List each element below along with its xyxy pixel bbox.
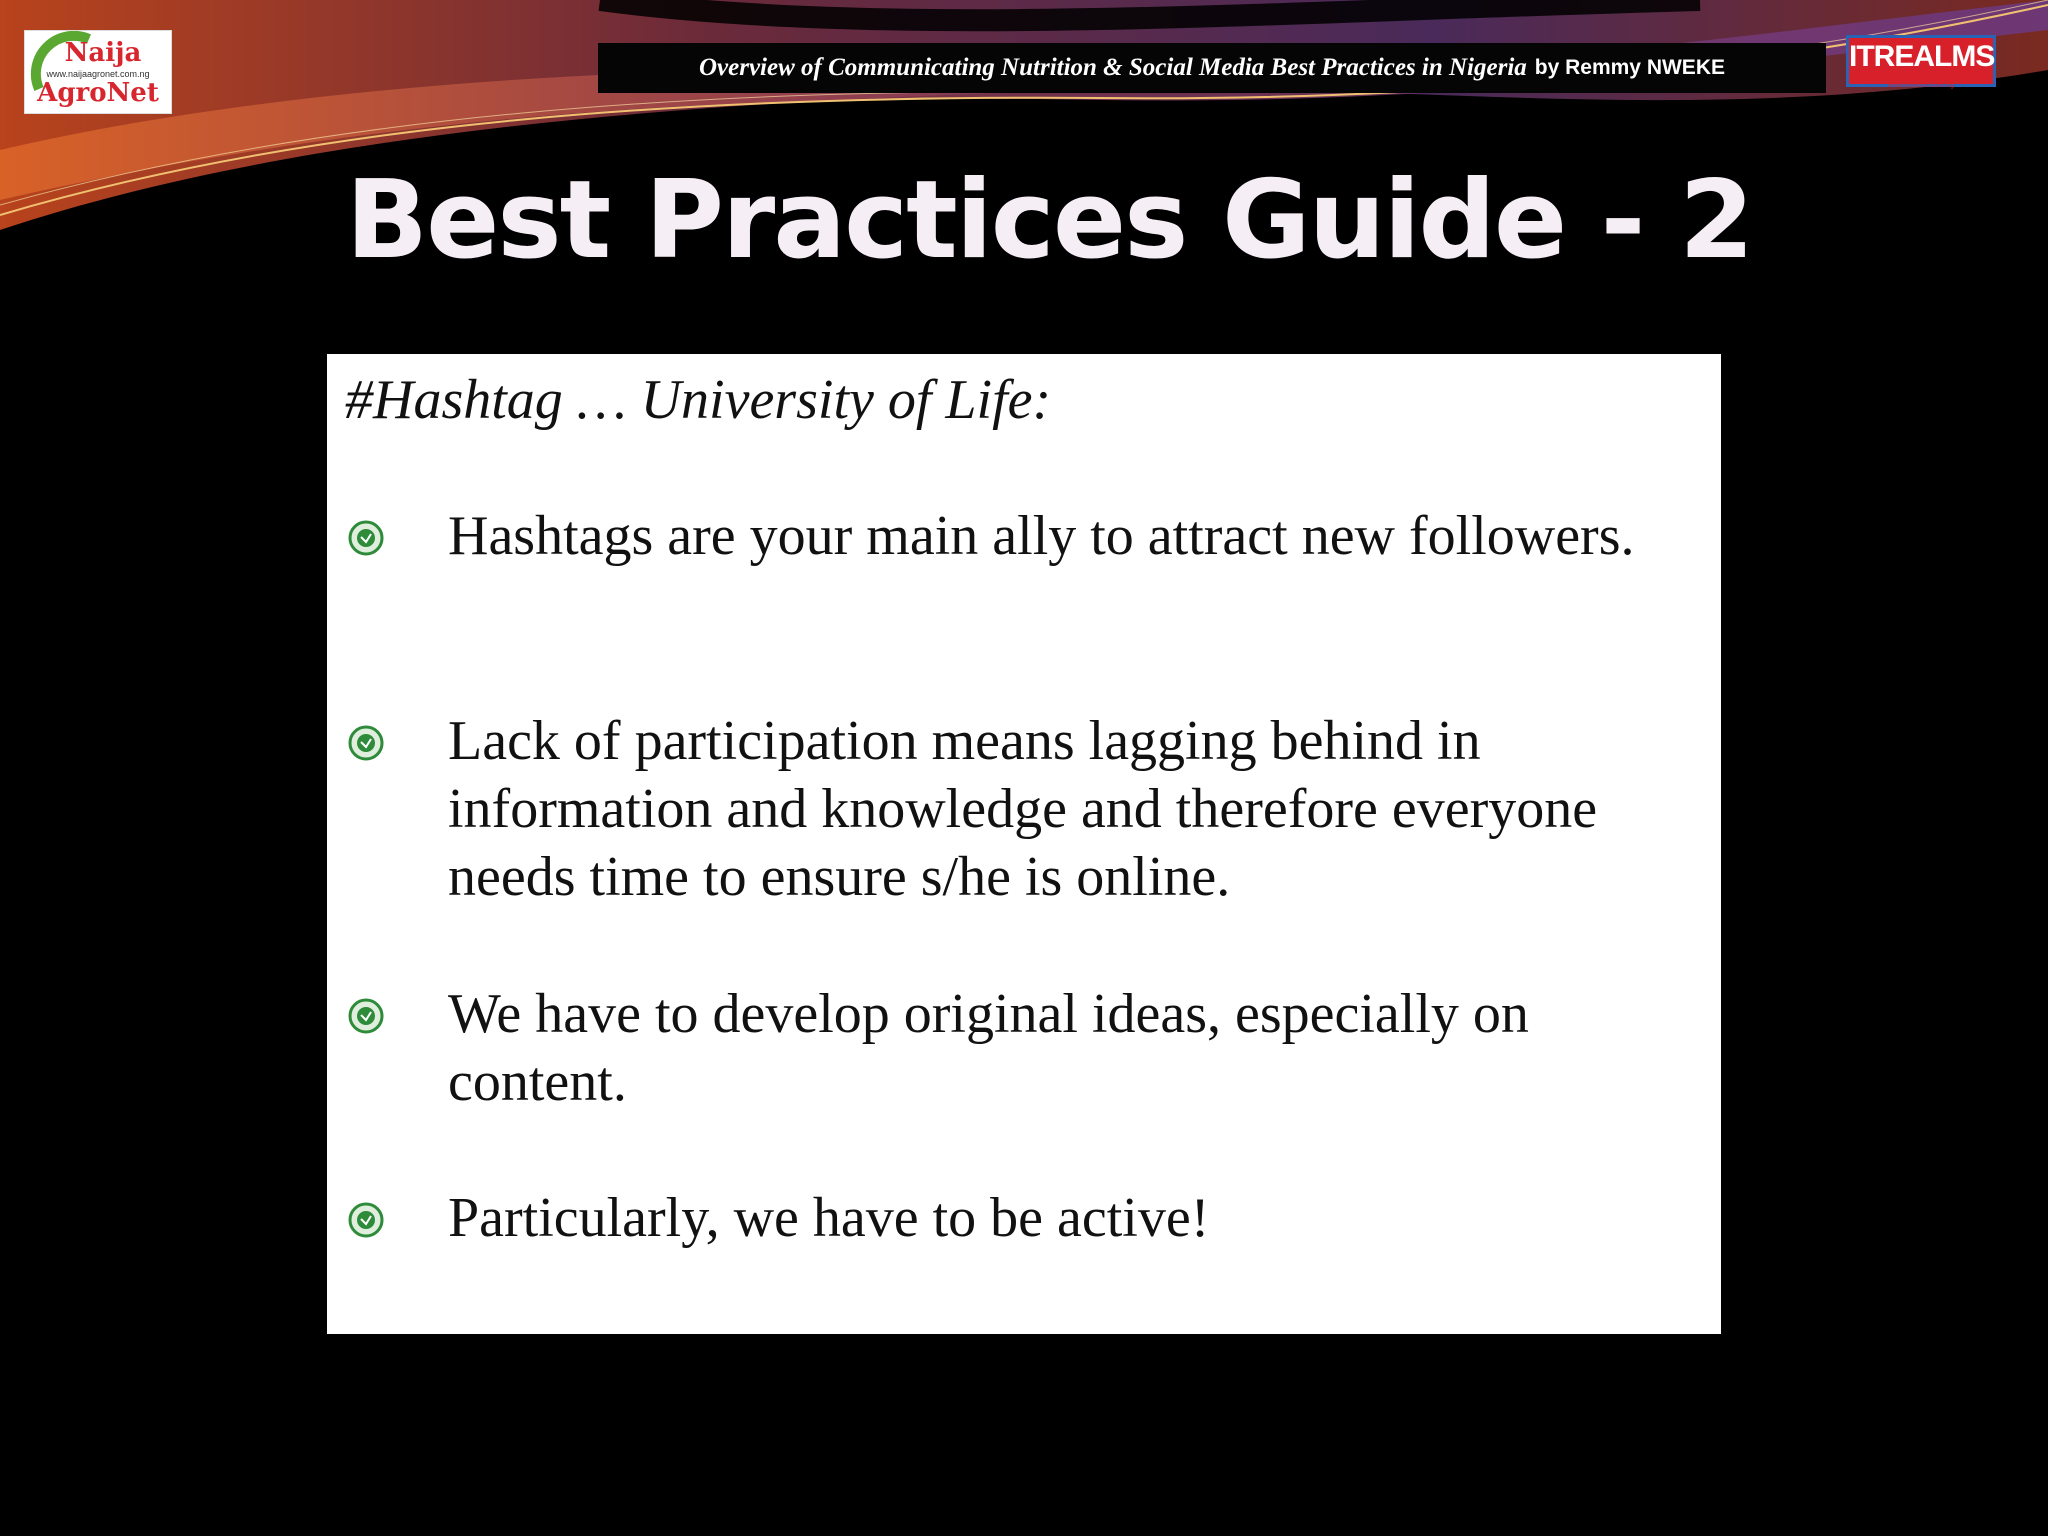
bullet-text: Lack of participation means lagging behind in information and knowledge and therefore everyone needs time to ensure s/he is online.: [448, 710, 1598, 908]
itrealms-logo: ITREALMS: [1846, 35, 1996, 87]
nigeria-coat-of-arms-bullet-icon: [348, 998, 384, 1034]
slide-title: Best Practices Guide - 2: [345, 158, 1753, 283]
bullet-text: Hashtags are your main ally to attract new followers.: [448, 505, 1635, 567]
content-box: [327, 354, 1721, 1334]
svg-text:AgroNet: AgroNet: [37, 78, 159, 108]
content-subtitle: #Hashtag … University of Life:: [345, 369, 1052, 431]
nigeria-coat-of-arms-bullet-icon: [348, 1202, 384, 1238]
svg-text:www.naijaagronet.com.ng: www.naijaagronet.com.ng: [46, 69, 150, 79]
nigeria-coat-of-arms-bullet-icon: [348, 725, 384, 761]
presentation-title: Overview of Communicating Nutrition & Social Media Best Practices in Nigeria: [698, 54, 1527, 81]
itrealms-url: www.itrealms.com.ng: [1887, 82, 1955, 89]
presentation-header-bar: [598, 43, 1826, 93]
naija-agronet-logo: [24, 30, 172, 114]
nigeria-coat-of-arms-bullet-icon: [348, 520, 384, 556]
bullet-text: Particularly, we have to be active!: [448, 1187, 1210, 1249]
presentation-author: by Remmy NWEKE: [1534, 56, 1725, 79]
svg-text:Naija: Naija: [64, 38, 142, 68]
bullet-text: We have to develop original ideas, especially on content.: [448, 983, 1529, 1113]
